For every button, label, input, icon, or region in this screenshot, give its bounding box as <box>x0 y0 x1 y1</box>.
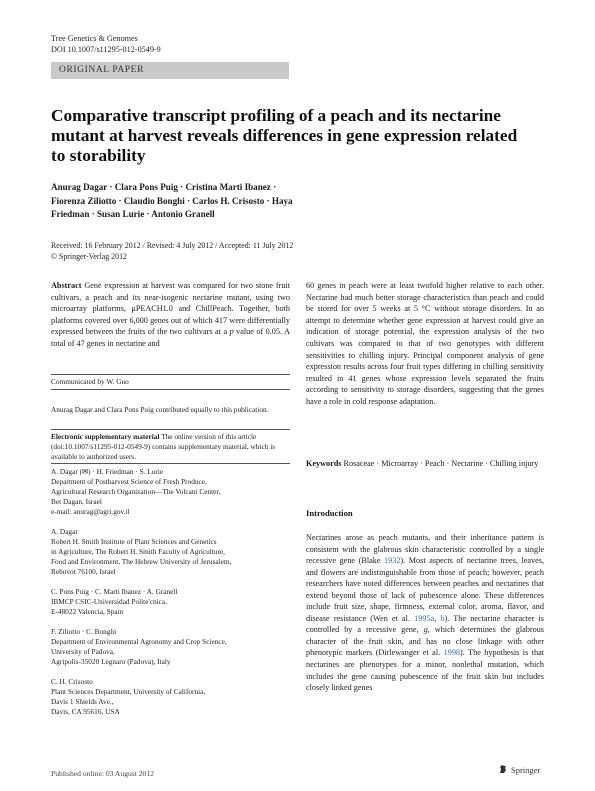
intro-text: , <box>434 613 441 623</box>
esm-text: The online version of this article (doi:10.1007/s11295-012-0549-9) contains supplementary material, which is available to authorized users. <box>51 432 276 461</box>
springer-horse-icon <box>498 764 508 774</box>
intro-text: , which determines the glabrous character of the fruit skin, and has no close linkage with other phenotypic markers (Dirlewanger et al. <box>306 625 544 658</box>
publisher-logo <box>498 764 540 775</box>
p-variable: p <box>229 327 234 337</box>
affiliation-3: C. Pons Puig · C. Marti Ibanez · A. Granell IBMCP CSIC-Universidad Polite'cnica, E-48022 Valencia, Spain <box>51 587 178 616</box>
intro-text: ). The hypothesis is that nectarines are phenotypes for a minor, nonlethal mutation, which includes the gene causing pubescence of the fruit skin but includes closely linked genes <box>306 648 544 693</box>
intro-text: Nectarines arose as peach mutants, and their inheritance pattern is consistent with the glabrous skin characteristic controlled by a single recessive gene (Blake <box>306 533 544 566</box>
citation-link[interactable]: 1998 <box>443 648 460 658</box>
published-online: Published online: 03 August 2012 <box>51 769 154 778</box>
affiliation-1: A. Dagar (✉) · H. Friedman · S. Lurie Department of Postharvest Science of Fresh Produce, Agricultural Research Organization—The Volcani Center, Bet Dagan, Israel e-mail: anurag@agri.gov.il <box>51 467 221 516</box>
journal-name: Tree Genetics & Genomes <box>51 34 138 43</box>
divider <box>51 463 290 464</box>
abstract-label: Abstract <box>51 281 82 290</box>
publisher-name: Springer <box>511 765 541 775</box>
citation-link[interactable]: b <box>440 613 445 623</box>
introduction-heading: Introduction <box>306 508 353 518</box>
equal-contribution: Anurag Dagar and Clara Pons Puig contributed equally to this publication. <box>51 405 269 414</box>
affiliation-4: F. Ziliotto · C. Bonghi Department of Environmental Agronomy and Crop Science, University of Padova, Agripolis-35020 Legnaro (Padova), Italy <box>51 627 227 666</box>
intro-text: ). The nectarine character is controlled by a recessive gene, <box>306 613 544 635</box>
abstract-text-2: value of 0.05. A total of 47 genes in nectarine and <box>51 327 290 348</box>
keywords <box>306 458 544 470</box>
divider <box>51 374 290 375</box>
keywords-text: Rosaceae · Microarray · Peach · Nectarine · Chilling injury <box>341 459 539 468</box>
citation-link[interactable]: 1995a <box>414 613 435 623</box>
copyright: © Springer-Verlag 2012 <box>51 252 127 261</box>
affiliation-5: C. H. Crisosto Plant Sciences Department, University of California, Davis 1 Shields Ave., Davis, CA 95616, USA <box>51 677 206 716</box>
affiliation-2: A. Dagar Robert H. Smith Institute of Plant Sciences and Genetics in Agriculture, The Robert H. Smith Faculty of Agriculture, Food and Environment, The Hebrew University of Jerusalem, Rehovot 76100, Israel <box>51 527 232 576</box>
divider <box>51 389 290 390</box>
intro-text: ). Most aspects of nectarine trees, leaves, and flowers are indistinguishable from those of peach; however, peach researchers have noted differences between peaches and nectarines that extend beyond those of lack of pubescence alone. These differences include fruit size, shape, firmness, external color, aroma, flavor, and disease resistance (Wen et al. <box>306 556 544 623</box>
keywords-label: Keywords <box>306 459 342 468</box>
introduction-text <box>306 532 544 694</box>
communicated-by: Communicated by W. Guo <box>51 377 129 386</box>
abstract-left <box>51 280 290 350</box>
abstract-right: 60 genes in peach were at least twofold higher relative to each other. Nectarine had much better storage characteristics than peach and could be stored for over 5 weeks at 5 °C without storage disorders. In an attempt to determine whether gene expression at harvest could give an indication of storage potential, the expression analysis of the two cultivars was compared to that of two genotypes with different sensitivities to chilling injury. Principal component analysis of gene expression results across four fruit types differing in chilling sensitivity resulted in 41 genes whose expression levels separated the fruits according to sensitivity to storage disorders, suggesting that the genes have a role in cold response adaptation. <box>306 281 544 406</box>
gene-symbol: g <box>423 625 428 635</box>
doi: DOI 10.1007/s11295-012-0549-9 <box>51 45 161 54</box>
article-title: Comparative transcript profiling of a peach and its nectarine mutant at harvest reveals differences in gene expression related to storability <box>51 106 518 165</box>
esm-label: Electronic supplementary material <box>51 432 160 441</box>
citation-link[interactable]: 1932 <box>384 556 401 566</box>
divider <box>51 429 290 430</box>
section-label: ORIGINAL PAPER <box>59 65 145 75</box>
section-bar <box>51 62 289 79</box>
received-dates: Received: 16 February 2012 / Revised: 4 July 2012 / Accepted: 11 July 2012 <box>51 241 294 250</box>
abstract-text-1: Gene expression at harvest was compared for two stone fruit cultivars, a peach and its near-isogenic nectarine mutant, using two microarray platforms, μPEACH1.0 and ChillPeach. Together, both platforms covered over 6,000 genes out of which 417 were differentially expressed between the fruits of the two cultivars at a <box>51 281 290 337</box>
author-list: Anurag Dagar · Clara Pons Puig · Cristina Marti Ibanez · Fiorenza Ziliotto · Claudio Bonghi · Carlos H. Crisosto · Haya Friedman · Susan Lurie · Antonio Granell <box>51 182 293 220</box>
esm-note <box>51 432 290 461</box>
